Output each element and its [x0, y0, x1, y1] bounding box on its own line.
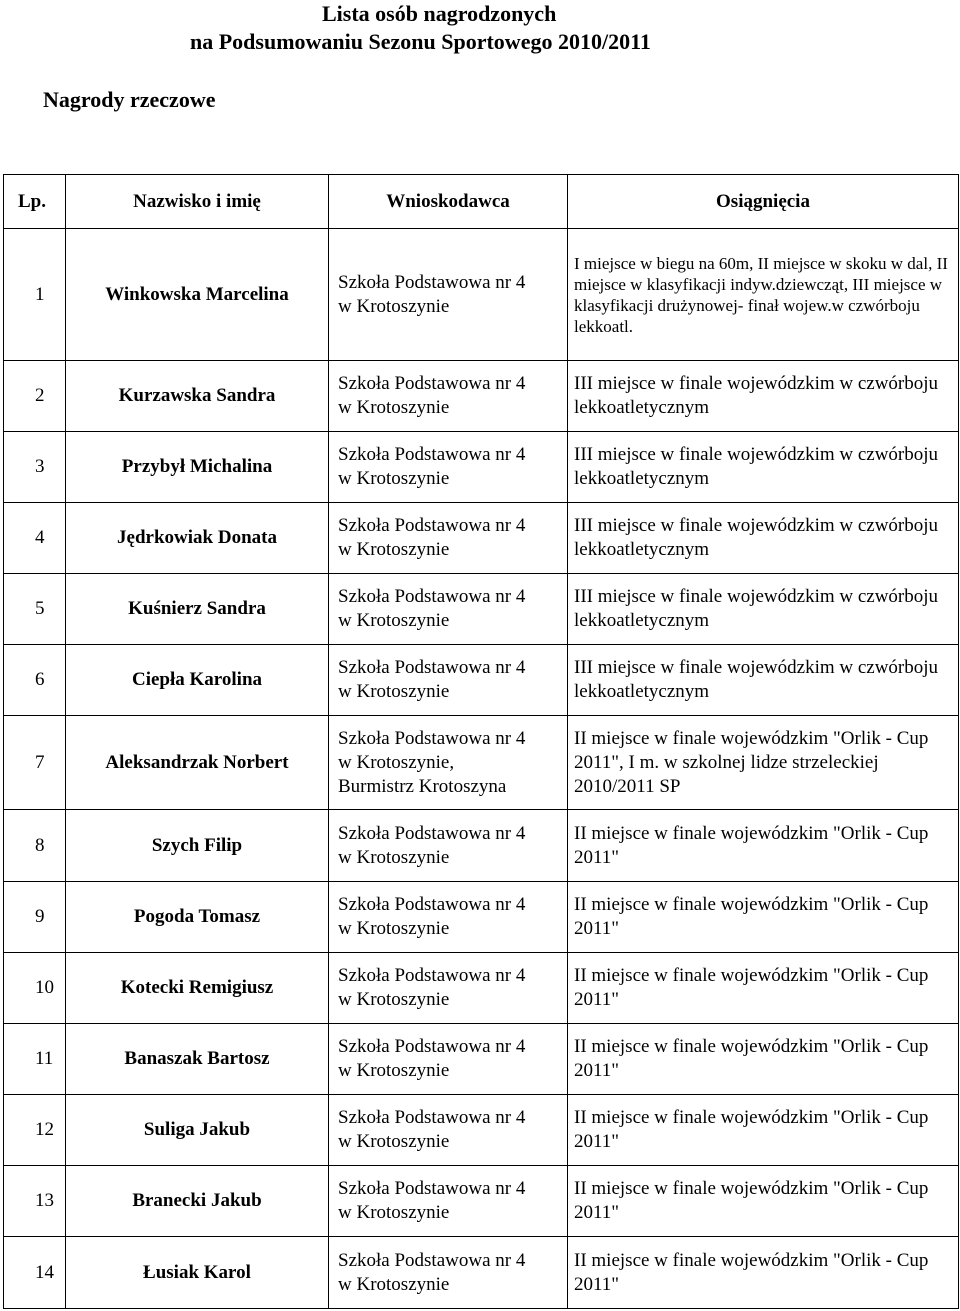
table-row	[4, 645, 959, 716]
cell-achievement	[568, 432, 959, 503]
cell-achievement-text: III miejsce w finale wojewódzkim w czwórboju lekkoatletycznym	[574, 657, 939, 702]
cell-achievement	[568, 574, 959, 645]
cell-applicant	[329, 229, 568, 361]
table-row	[4, 810, 959, 882]
cell-applicant-text: Szkoła Podstawowa nr 4 w Krotoszynie	[338, 1249, 526, 1295]
cell-lp: 5	[4, 574, 66, 645]
cell-applicant	[329, 953, 568, 1024]
cell-achievement	[568, 645, 959, 716]
cell-applicant-text: Szkoła Podstawowa nr 4 w Krotoszynie	[338, 822, 526, 868]
cell-applicant	[329, 503, 568, 574]
table-row	[4, 953, 959, 1024]
cell-lp: 14	[4, 1237, 66, 1309]
cell-applicant-text: Szkoła Podstawowa nr 4 w Krotoszynie	[338, 1107, 526, 1152]
cell-name: Suliga Jakub	[66, 1095, 329, 1166]
table-row	[4, 503, 959, 574]
title-line-2: na Podsumowaniu Sezonu Sportowego 2010/2011	[190, 29, 651, 54]
table-row	[4, 432, 959, 503]
cell-achievement	[568, 716, 959, 810]
cell-applicant-text: Szkoła Podstawowa nr 4 w Krotoszynie	[338, 894, 526, 939]
cell-achievement-text: II miejsce w finale wojewódzkim "Orlik - Cup 2011"	[574, 1107, 929, 1152]
cell-name: Przybył Michalina	[66, 432, 329, 503]
cell-achievement	[568, 229, 959, 361]
cell-achievement-text: II miejsce w finale wojewódzkim "Orlik - Cup 2011", I m. w szkolnej lidze strzeleckiej 2010/2011 SP	[574, 727, 929, 797]
cell-lp: 6	[4, 645, 66, 716]
cell-achievement	[568, 503, 959, 574]
cell-lp: 13	[4, 1166, 66, 1237]
cell-lp: 3	[4, 432, 66, 503]
cell-applicant-text: Szkoła Podstawowa nr 4 w Krotoszynie	[338, 1178, 526, 1223]
cell-achievement-text: II miejsce w finale wojewódzkim "Orlik - Cup 2011"	[574, 965, 929, 1010]
cell-name: Łusiak Karol	[66, 1237, 329, 1309]
section-subtitle: Nagrody rzeczowe	[43, 87, 216, 112]
cell-applicant	[329, 432, 568, 503]
cell-lp: 9	[4, 882, 66, 953]
cell-name: Kuśnierz Sandra	[66, 574, 329, 645]
table-row	[4, 716, 959, 810]
cell-lp: 1	[4, 229, 66, 361]
cell-applicant-text: Szkoła Podstawowa nr 4 w Krotoszynie	[338, 271, 526, 317]
cell-lp: 8	[4, 810, 66, 882]
cell-name: Pogoda Tomasz	[66, 882, 329, 953]
cell-applicant	[329, 882, 568, 953]
title-line-1: Lista osób nagrodzonych	[322, 1, 557, 26]
cell-achievement	[568, 361, 959, 432]
cell-applicant-text: Szkoła Podstawowa nr 4 w Krotoszynie	[338, 965, 526, 1010]
cell-applicant-text: Szkoła Podstawowa nr 4 w Krotoszynie	[338, 1036, 526, 1081]
cell-achievement-text: III miejsce w finale wojewódzkim w czwórboju lekkoatletycznym	[574, 444, 939, 489]
table-header-row	[4, 175, 959, 229]
cell-name: Kurzawska Sandra	[66, 361, 329, 432]
cell-achievement-text: III miejsce w finale wojewódzkim w czwórboju lekkoatletycznym	[574, 515, 939, 560]
cell-achievement	[568, 882, 959, 953]
cell-applicant-text: Szkoła Podstawowa nr 4 w Krotoszynie	[338, 586, 526, 631]
cell-name: Szych Filip	[66, 810, 329, 882]
table-row	[4, 229, 959, 361]
cell-achievement-text: II miejsce w finale wojewódzkim "Orlik - Cup 2011"	[574, 1036, 929, 1081]
cell-applicant	[329, 645, 568, 716]
cell-name: Kotecki Remigiusz	[66, 953, 329, 1024]
cell-applicant-text: Szkoła Podstawowa nr 4 w Krotoszynie	[338, 444, 526, 489]
cell-applicant	[329, 1024, 568, 1095]
table-row	[4, 1237, 959, 1309]
column-header-achievements: Osiągnięcia	[568, 175, 959, 229]
cell-name: Winkowska Marcelina	[66, 229, 329, 361]
cell-applicant	[329, 1095, 568, 1166]
cell-achievement	[568, 1237, 959, 1309]
cell-applicant-text: Szkoła Podstawowa nr 4 w Krotoszynie	[338, 515, 526, 560]
cell-name: Aleksandrzak Norbert	[66, 716, 329, 810]
table-row	[4, 361, 959, 432]
cell-applicant-text: Szkoła Podstawowa nr 4 w Krotoszynie	[338, 657, 526, 702]
table-row	[4, 1024, 959, 1095]
table-row	[4, 882, 959, 953]
cell-applicant	[329, 1166, 568, 1237]
cell-achievement-text: II miejsce w finale wojewódzkim "Orlik - Cup 2011"	[574, 894, 929, 939]
cell-achievement-text: I miejsce w biegu na 60m, II miejsce w skoku w dal, II miejsce w klasyfikacji indyw.dziewcząt, III miejsce w klasyfikacji drużynowej- finał wojew.w czwórboju lekkoatl.	[574, 253, 948, 336]
cell-lp: 11	[4, 1024, 66, 1095]
cell-lp: 4	[4, 503, 66, 574]
cell-lp: 2	[4, 361, 66, 432]
table-row	[4, 1095, 959, 1166]
cell-achievement	[568, 1166, 959, 1237]
cell-name: Ciepła Karolina	[66, 645, 329, 716]
cell-lp: 10	[4, 953, 66, 1024]
cell-achievement	[568, 1095, 959, 1166]
cell-applicant	[329, 361, 568, 432]
cell-achievement	[568, 953, 959, 1024]
cell-applicant	[329, 1237, 568, 1309]
awards-table	[3, 174, 959, 1309]
cell-achievement-text: II miejsce w finale wojewódzkim "Orlik - Cup 2011"	[574, 1178, 929, 1223]
column-header-applicant: Wnioskodawca	[329, 175, 568, 229]
cell-applicant	[329, 810, 568, 882]
cell-name: Banaszak Bartosz	[66, 1024, 329, 1095]
table-row	[4, 1166, 959, 1237]
cell-achievement-text: III miejsce w finale wojewódzkim w czwórboju lekkoatletycznym	[574, 586, 939, 631]
column-header-lp: Lp.	[4, 175, 66, 229]
cell-applicant-text: Szkoła Podstawowa nr 4 w Krotoszynie, Burmistrz Krotoszyna	[338, 727, 526, 797]
table-row	[4, 574, 959, 645]
cell-achievement-text: III miejsce w finale wojewódzkim w czwórboju lekkoatletycznym	[574, 373, 939, 418]
cell-achievement-text: II miejsce w finale wojewódzkim "Orlik - Cup 2011"	[574, 1249, 929, 1295]
cell-achievement-text: II miejsce w finale wojewódzkim "Orlik - Cup 2011"	[574, 822, 929, 868]
cell-achievement	[568, 810, 959, 882]
cell-applicant-text: Szkoła Podstawowa nr 4 w Krotoszynie	[338, 373, 526, 418]
cell-lp: 12	[4, 1095, 66, 1166]
cell-applicant	[329, 716, 568, 810]
cell-lp: 7	[4, 716, 66, 810]
cell-name: Jędrkowiak Donata	[66, 503, 329, 574]
cell-achievement	[568, 1024, 959, 1095]
cell-name: Branecki Jakub	[66, 1166, 329, 1237]
column-header-name: Nazwisko i imię	[66, 175, 329, 229]
cell-applicant	[329, 574, 568, 645]
